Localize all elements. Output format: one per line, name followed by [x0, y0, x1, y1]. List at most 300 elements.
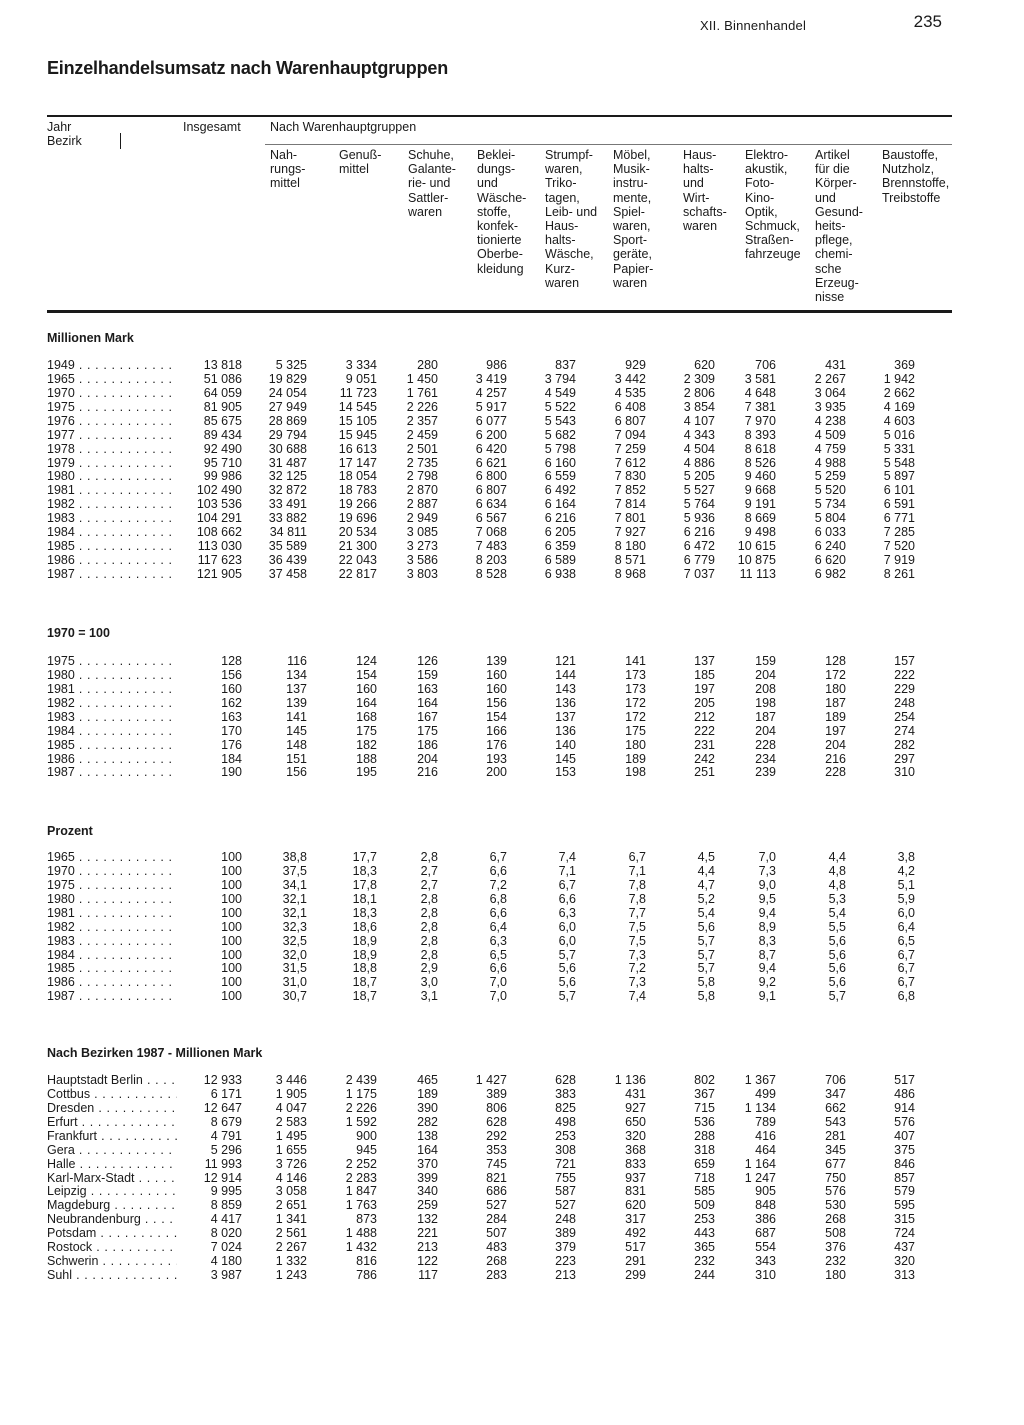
table-cell: 208 — [755, 681, 776, 696]
table-cell: 248 — [555, 1212, 576, 1227]
table-cell: 5,5 — [828, 919, 846, 934]
table-row — [47, 711, 927, 725]
table-cell: 1 592 — [345, 1114, 377, 1129]
table-cell: 4 180 — [210, 1254, 242, 1269]
table-cell: 156 — [221, 667, 242, 682]
table-row — [47, 949, 927, 963]
row-label: 1983 . . . — [47, 711, 177, 725]
table-cell: 706 — [755, 358, 776, 372]
table-cell: 873 — [356, 1212, 377, 1227]
table-cell: 6 205 — [544, 525, 576, 540]
table-cell: 5 522 — [544, 399, 576, 414]
table-cell: 280 — [417, 358, 438, 372]
table-cell: 180 — [625, 737, 646, 752]
table-cell: 197 — [694, 681, 715, 696]
table-cell: 160 — [356, 681, 377, 696]
table-cell: 517 — [625, 1240, 646, 1255]
table-cell: 806 — [486, 1100, 507, 1115]
table-cell: 7,2 — [628, 961, 646, 976]
table-cell: 5 325 — [275, 358, 307, 372]
table-cell: 483 — [486, 1240, 507, 1255]
table-cell: 8,9 — [758, 919, 776, 934]
table-cell: 4 146 — [275, 1170, 307, 1185]
table-cell: 7 285 — [883, 525, 915, 540]
table-cell: 18,3 — [352, 905, 377, 920]
table-cell: 7,5 — [628, 933, 646, 948]
table-cell: 5,2 — [697, 891, 715, 906]
section-title: Millionen Mark — [47, 331, 134, 345]
table-cell: 95 710 — [203, 455, 242, 470]
table-cell: 299 — [625, 1268, 646, 1282]
table-cell: 33 882 — [268, 511, 307, 526]
table-cell: 141 — [625, 654, 646, 668]
table-cell: 6 800 — [475, 469, 507, 484]
table-cell: 368 — [625, 1142, 646, 1157]
table-cell: 139 — [286, 695, 307, 710]
table-cell: 8 669 — [744, 511, 776, 526]
table-cell: 18,7 — [352, 989, 377, 1004]
table-cell: 3 935 — [814, 399, 846, 414]
table-row — [47, 429, 927, 443]
table-row — [47, 935, 927, 949]
table-cell: 20 534 — [338, 525, 377, 540]
table-cell: 2 561 — [275, 1226, 307, 1241]
table-cell: 162 — [221, 695, 242, 710]
table-cell: 2 226 — [345, 1100, 377, 1115]
table-cell: 6 101 — [883, 483, 915, 498]
table-cell: 164 — [417, 695, 438, 710]
table-cell: 343 — [755, 1254, 776, 1269]
row-label: 1982 . . . — [47, 498, 177, 512]
table-cell: 7,4 — [558, 850, 576, 864]
table-cell: 156 — [286, 765, 307, 780]
row-label: 1975 . . . — [47, 879, 177, 893]
table-cell: 172 — [625, 695, 646, 710]
table-cell: 9 051 — [345, 371, 377, 386]
table-cell: 8 526 — [744, 455, 776, 470]
table-cell: 100 — [221, 877, 242, 892]
table-row — [47, 443, 927, 457]
table-row — [47, 1088, 927, 1102]
table-cell: 576 — [894, 1114, 915, 1129]
table-cell: 5,6 — [828, 961, 846, 976]
row-label: 1980 . . . — [47, 893, 177, 907]
table-cell: 5,7 — [697, 947, 715, 962]
table-cell: 6,7 — [897, 975, 915, 990]
table-cell: 2,8 — [420, 919, 438, 934]
table-cell: 19 696 — [338, 511, 377, 526]
table-cell: 837 — [555, 358, 576, 372]
table-cell: 5,7 — [558, 947, 576, 962]
table-cell: 103 536 — [196, 497, 242, 512]
table-cell: 1 367 — [744, 1073, 776, 1087]
table-cell: 100 — [221, 905, 242, 920]
table-cell: 7,3 — [628, 947, 646, 962]
table-cell: 253 — [694, 1212, 715, 1227]
table-cell: 4,2 — [897, 863, 915, 878]
table-cell: 3 085 — [406, 525, 438, 540]
table-cell: 185 — [694, 667, 715, 682]
table-cell: 5 520 — [814, 483, 846, 498]
section-title: Nach Bezirken 1987 - Millionen Mark — [47, 1046, 263, 1060]
table-cell: 100 — [221, 947, 242, 962]
table-cell: 34,1 — [282, 877, 307, 892]
table-cell: 167 — [417, 709, 438, 724]
table-cell: 2 501 — [406, 441, 438, 456]
row-label: Neubrandenburg . . . — [47, 1213, 177, 1227]
table-cell: 431 — [825, 358, 846, 372]
table-cell: 6,8 — [897, 989, 915, 1004]
table-cell: 498 — [555, 1114, 576, 1129]
table-cell: 37 458 — [268, 567, 307, 581]
table-row — [47, 753, 927, 767]
table-cell: 180 — [825, 1268, 846, 1282]
table-cell: 30,7 — [282, 989, 307, 1004]
row-label: 1981 . . . — [47, 484, 177, 498]
table-cell: 9 995 — [210, 1184, 242, 1199]
table-cell: 144 — [555, 667, 576, 682]
table-cell: 143 — [555, 681, 576, 696]
row-label: Gera . . . — [47, 1144, 177, 1158]
table-cell: 6,0 — [558, 919, 576, 934]
table-cell: 3 334 — [345, 358, 377, 372]
table-cell: 7 801 — [614, 511, 646, 526]
table-cell: 802 — [694, 1073, 715, 1087]
table-cell: 7,1 — [558, 863, 576, 878]
table-cell: 121 — [555, 654, 576, 668]
table-cell: 204 — [755, 723, 776, 738]
table-cell: 31,0 — [282, 975, 307, 990]
table-cell: 1 763 — [345, 1198, 377, 1213]
table-cell: 8 571 — [614, 553, 646, 567]
table-cell: 15 105 — [338, 413, 377, 428]
table-cell: 317 — [625, 1212, 646, 1227]
table-cell: 821 — [486, 1170, 507, 1185]
table-cell: 3 586 — [406, 553, 438, 567]
table-row — [47, 484, 927, 498]
table-cell: 4 886 — [683, 455, 715, 470]
table-cell: 248 — [894, 695, 915, 710]
table-cell: 6 634 — [475, 497, 507, 512]
table-cell: 7 381 — [744, 399, 776, 414]
table-cell: 407 — [894, 1128, 915, 1143]
row-label: 1975 . . . — [47, 401, 177, 415]
table-cell: 3 064 — [814, 385, 846, 400]
table-cell: 5 527 — [683, 483, 715, 498]
table-cell: 2,8 — [420, 850, 438, 864]
table-cell: 628 — [486, 1114, 507, 1129]
table-cell: 156 — [486, 695, 507, 710]
table-cell: 14 545 — [338, 399, 377, 414]
table-cell: 136 — [555, 695, 576, 710]
table-cell: 508 — [825, 1226, 846, 1241]
table-row — [47, 554, 927, 568]
table-cell: 4 549 — [544, 385, 576, 400]
table-cell: 5,6 — [828, 975, 846, 990]
table-cell: 4 257 — [475, 385, 507, 400]
table-cell: 486 — [894, 1086, 915, 1101]
table-cell: 24 054 — [268, 385, 307, 400]
table-cell: 154 — [356, 667, 377, 682]
table-cell: 437 — [894, 1240, 915, 1255]
table-row — [47, 725, 927, 739]
row-label: 1983 . . . — [47, 935, 177, 949]
table-cell: 465 — [417, 1073, 438, 1087]
table-cell: 222 — [894, 667, 915, 682]
table-cell: 464 — [755, 1142, 776, 1157]
table-cell: 6 216 — [683, 525, 715, 540]
table-cell: 6 589 — [544, 553, 576, 567]
table-cell: 175 — [356, 723, 377, 738]
column-header: Strumpf- waren, Triko- tagen, Leib- und Haus- halts- Wäsche, Kurz- waren — [545, 148, 598, 290]
table-cell: 900 — [356, 1128, 377, 1143]
table-cell: 231 — [694, 737, 715, 752]
table-cell: 5,3 — [828, 891, 846, 906]
table-cell: 11 723 — [339, 385, 377, 400]
row-label: 1970 . . . — [47, 387, 177, 401]
table-cell: 11 993 — [204, 1156, 242, 1171]
table-cell: 390 — [417, 1100, 438, 1115]
table-row — [47, 907, 927, 921]
table-cell: 857 — [894, 1170, 915, 1185]
table-cell: 386 — [755, 1212, 776, 1227]
table-cell: 3,0 — [420, 975, 438, 990]
table-cell: 724 — [894, 1226, 915, 1241]
table-cell: 81 905 — [203, 399, 242, 414]
table-cell: 3 854 — [683, 399, 715, 414]
table-cell: 1 450 — [406, 371, 438, 386]
table-cell: 100 — [221, 850, 242, 864]
table-cell: 173 — [625, 667, 646, 682]
table-cell: 2 735 — [406, 455, 438, 470]
table-cell: 4 603 — [883, 413, 915, 428]
table-cell: 6 472 — [683, 539, 715, 554]
row-label: 1979 . . . — [47, 457, 177, 471]
table-cell: 6,6 — [489, 961, 507, 976]
table-cell: 136 — [555, 723, 576, 738]
table-cell: 253 — [555, 1128, 576, 1143]
table-cell: 216 — [825, 751, 846, 766]
row-label: Hauptstadt Berlin . . . — [47, 1074, 177, 1088]
table-cell: 914 — [894, 1100, 915, 1115]
table-cell: 126 — [417, 654, 438, 668]
table-cell: 986 — [486, 358, 507, 372]
table-cell: 6,6 — [558, 891, 576, 906]
table-cell: 182 — [356, 737, 377, 752]
table-cell: 5,7 — [697, 933, 715, 948]
table-row — [47, 697, 927, 711]
table-cell: 151 — [286, 751, 307, 766]
table-cell: 85 675 — [203, 413, 242, 428]
table-cell: 22 817 — [338, 567, 377, 581]
table-cell: 687 — [755, 1226, 776, 1241]
table-row — [47, 1185, 927, 1199]
table-row — [47, 498, 927, 512]
table-cell: 232 — [825, 1254, 846, 1269]
table-cell: 8 180 — [614, 539, 646, 554]
table-row — [47, 568, 927, 582]
table-cell: 234 — [755, 751, 776, 766]
table-cell: 308 — [555, 1142, 576, 1157]
table-cell: 137 — [286, 681, 307, 696]
section-title: Prozent — [47, 824, 93, 838]
table-cell: 228 — [825, 765, 846, 780]
table-cell: 148 — [286, 737, 307, 752]
table-cell: 662 — [825, 1100, 846, 1115]
row-label-header: Jahr Bezirk — [47, 120, 82, 149]
table-cell: 6 620 — [814, 553, 846, 567]
table-cell: 8 393 — [744, 427, 776, 442]
table-cell: 8 679 — [210, 1114, 242, 1129]
table-cell: 27 949 — [268, 399, 307, 414]
table-cell: 376 — [825, 1240, 846, 1255]
table-cell: 3 058 — [275, 1184, 307, 1199]
table-cell: 7,8 — [628, 877, 646, 892]
table-row — [47, 387, 927, 401]
table-row — [47, 655, 927, 669]
table-cell: 12 647 — [203, 1100, 242, 1115]
table-cell: 659 — [694, 1156, 715, 1171]
table-cell: 650 — [625, 1114, 646, 1129]
table-cell: 2 798 — [406, 469, 438, 484]
table-cell: 5,8 — [697, 975, 715, 990]
table-cell: 4 107 — [683, 413, 715, 428]
table-cell: 282 — [417, 1114, 438, 1129]
table-cell: 204 — [825, 737, 846, 752]
table-cell: 9,4 — [758, 961, 776, 976]
column-header: Elektro- akustik, Foto- Kino- Optik, Schmuck, Straßen- fahrzeuge — [745, 148, 801, 262]
table-cell: 12 914 — [203, 1170, 242, 1185]
table-cell: 721 — [555, 1156, 576, 1171]
table-cell: 6,7 — [897, 961, 915, 976]
table-cell: 160 — [221, 681, 242, 696]
table-cell: 2,8 — [420, 891, 438, 906]
table-cell: 6,7 — [489, 850, 507, 864]
table-cell: 1 247 — [744, 1170, 776, 1185]
table-cell: 2 651 — [275, 1198, 307, 1213]
table-cell: 320 — [625, 1128, 646, 1143]
table-row — [47, 879, 927, 893]
row-label: 1986 . . . — [47, 554, 177, 568]
group-column-header: Nach Warenhauptgruppen — [270, 120, 417, 134]
table-cell: 11 113 — [739, 567, 776, 581]
table-cell: 176 — [221, 737, 242, 752]
table-cell: 4 509 — [814, 427, 846, 442]
table-cell: 443 — [694, 1226, 715, 1241]
table-cell: 750 — [825, 1170, 846, 1185]
table-cell: 184 — [221, 751, 242, 766]
table-cell: 5 936 — [683, 511, 715, 526]
page-title: Einzelhandelsumsatz nach Warenhauptgruppen — [47, 58, 448, 78]
table-cell: 945 — [356, 1142, 377, 1157]
table-cell: 288 — [694, 1128, 715, 1143]
table-cell: 7,1 — [628, 863, 646, 878]
table-row — [47, 766, 927, 780]
table-cell: 6,7 — [628, 850, 646, 864]
table-cell: 197 — [825, 723, 846, 738]
table-cell: 7 259 — [614, 441, 646, 456]
row-label: 1965 . . . — [47, 373, 177, 387]
table-cell: 8 618 — [744, 441, 776, 456]
table-cell: 200 — [486, 765, 507, 780]
table-cell: 7,7 — [628, 905, 646, 920]
table-cell: 187 — [825, 695, 846, 710]
table-cell: 4 238 — [814, 413, 846, 428]
table-cell: 100 — [221, 863, 242, 878]
table-cell: 4 047 — [275, 1100, 307, 1115]
table-cell: 2,8 — [420, 905, 438, 920]
table-cell: 284 — [486, 1212, 507, 1227]
table-row — [47, 921, 927, 935]
table-cell: 7,3 — [758, 863, 776, 878]
table-cell: 1 432 — [345, 1240, 377, 1255]
table-cell: 173 — [625, 681, 646, 696]
table-row — [47, 1227, 927, 1241]
table-cell: 4 343 — [683, 427, 715, 442]
table-cell: 389 — [486, 1086, 507, 1101]
table-cell: 5,4 — [697, 905, 715, 920]
table-row — [47, 683, 927, 697]
table-cell: 1 427 — [475, 1073, 507, 1087]
table-cell: 816 — [356, 1254, 377, 1269]
table-cell: 100 — [221, 891, 242, 906]
table-cell: 831 — [625, 1184, 646, 1199]
table-cell: 108 662 — [196, 525, 242, 540]
table-header-bottom-rule — [47, 310, 952, 313]
table-cell: 122 — [417, 1254, 438, 1269]
table-cell: 825 — [555, 1100, 576, 1115]
table-cell: 32 125 — [268, 469, 307, 484]
table-cell: 587 — [555, 1184, 576, 1199]
table-cell: 745 — [486, 1156, 507, 1171]
table-cell: 292 — [486, 1128, 507, 1143]
table-cell: 6,3 — [489, 933, 507, 948]
table-cell: 2 887 — [406, 497, 438, 512]
row-label: 1986 . . . — [47, 753, 177, 767]
table-cell: 100 — [221, 975, 242, 990]
table-cell: 937 — [625, 1170, 646, 1185]
row-label: 1949 . . . — [47, 359, 177, 373]
table-cell: 160 — [486, 681, 507, 696]
table-row — [47, 976, 927, 990]
table-cell: 3 273 — [406, 539, 438, 554]
table-cell: 3 987 — [210, 1268, 242, 1282]
table-cell: 8,3 — [758, 933, 776, 948]
table-cell: 64 059 — [203, 385, 242, 400]
table-cell: 7 037 — [683, 567, 715, 581]
table-cell: 100 — [221, 961, 242, 976]
table-cell: 175 — [417, 723, 438, 738]
table-cell: 134 — [286, 667, 307, 682]
table-cell: 31 487 — [268, 455, 307, 470]
table-cell: 7 520 — [883, 539, 915, 554]
table-cell: 193 — [486, 751, 507, 766]
table-cell: 9 498 — [744, 525, 776, 540]
table-cell: 176 — [486, 737, 507, 752]
table-cell: 2 309 — [683, 371, 715, 386]
table-cell: 5 764 — [683, 497, 715, 512]
table-cell: 1 761 — [406, 385, 438, 400]
table-cell: 1 495 — [275, 1128, 307, 1143]
table-row — [47, 1116, 927, 1130]
table-cell: 19 829 — [268, 371, 307, 386]
table-cell: 18,3 — [352, 863, 377, 878]
table-cell: 228 — [755, 737, 776, 752]
table-cell: 530 — [825, 1198, 846, 1213]
table-cell: 164 — [356, 695, 377, 710]
table-cell: 620 — [625, 1198, 646, 1213]
table-cell: 2,8 — [420, 933, 438, 948]
